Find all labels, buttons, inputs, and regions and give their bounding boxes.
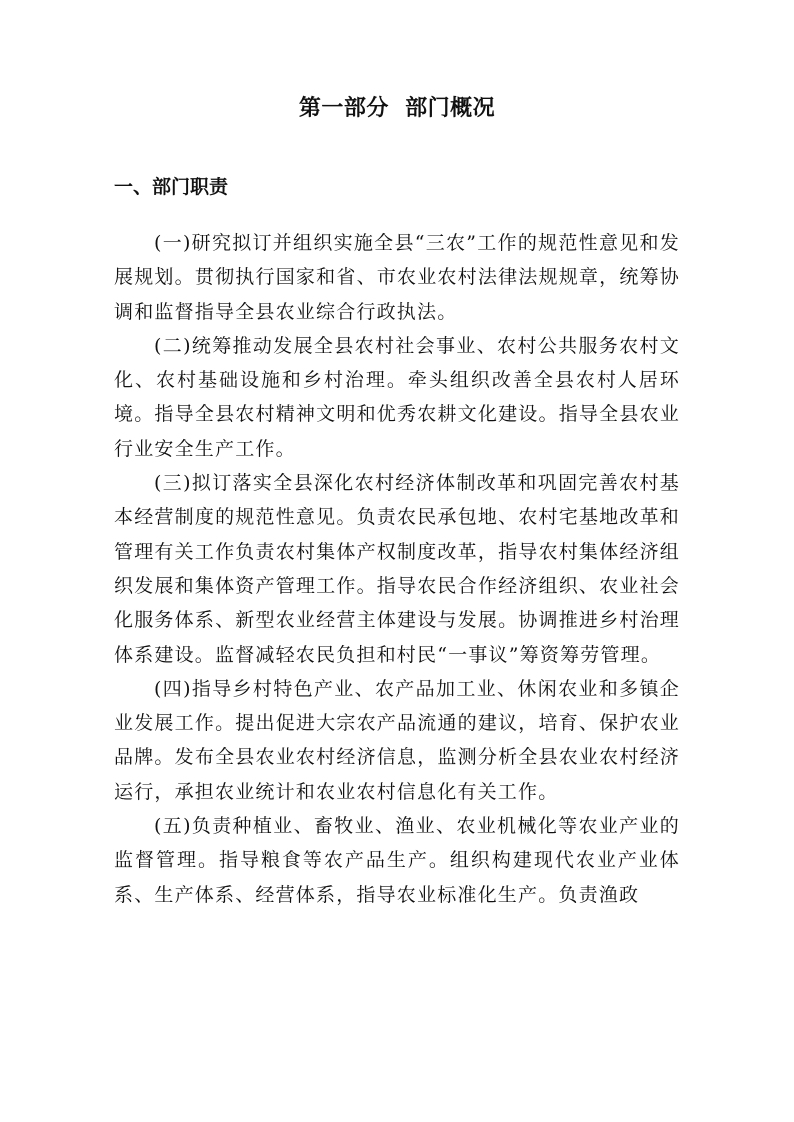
body-text	[114, 226, 680, 912]
document-title: 第一部分 部门概况	[298, 96, 496, 121]
section-heading: 一、部门职责	[114, 176, 229, 198]
paragraph-2: (二)统筹推动发展全县农村社会事业、农村公共服务农村文化、农村基础设施和乡村治理。牵头组织改善全县农村人居环境。指导全县农村精神文明和优秀农耕文化建设。指导全县农业行业安全生产工作。	[114, 334, 680, 460]
paragraph-5: (五)负责种植业、畜牧业、渔业、农业机械化等农业产业的监督管理。指导粮食等农产品生产。组织构建现代农业产业体系、生产体系、经营体系，指导农业标准化生产。负责渔政	[114, 815, 680, 906]
paragraph-1: (一)研究拟订并组织实施全县“三农”工作的规范性意见和发展规划。贯彻执行国家和省、市农业农村法律法规规章，统筹协调和监督指导全县农业综合行政执法。	[114, 232, 680, 323]
paragraph-3: (三)拟订落实全县深化农村经济体制改革和巩固完善农村基本经营制度的规范性意见。负责农民承包地、农村宅基地改革和管理有关工作负责农村集体产权制度改革，指导农村集体经济组织发展和集体资产管理工作。指导农民合作经济组织、农业社会化服务体系、新型农业经营主体建设与发展。协调推进乡村治理体系建设。监督减轻农民负担和村民“一事议”筹资筹劳管理。	[114, 472, 680, 666]
paragraph-4: (四)指导乡村特色产业、农产品加工业、休闲农业和多镇企业发展工作。提出促进大宗农产品流通的建议，培育、保护农业品牌。发布全县农业农村经济信息，监测分析全县农业农村经济运行，承担农业统计和农业农村信息化有关工作。	[114, 677, 680, 803]
